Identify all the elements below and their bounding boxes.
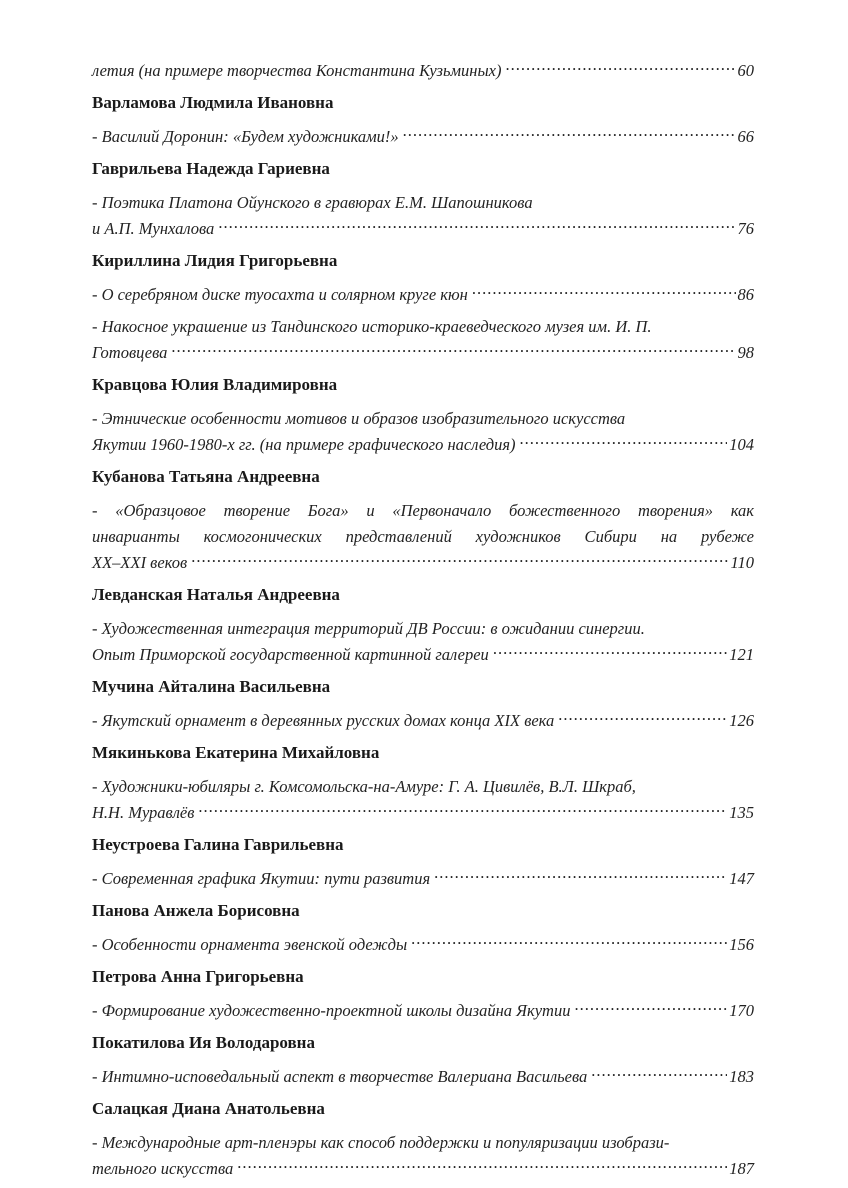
dot-leader <box>434 868 727 885</box>
toc-entry[interactable] <box>92 406 754 458</box>
entry-last-line <box>92 282 754 308</box>
entry-last-line <box>92 1064 754 1090</box>
entry-title-line: летия (на примере творчества Константина Кузьминых) <box>92 61 502 80</box>
toc-entry[interactable] <box>92 1130 754 1182</box>
page-number: 135 <box>729 803 754 822</box>
dot-leader <box>591 1066 727 1083</box>
page-number: 104 <box>729 435 754 454</box>
author-name: Кириллина Лидия Григорьевна <box>92 251 338 270</box>
toc-entry[interactable] <box>92 932 754 958</box>
entry-title-line: - Поэтика Платона Ойунского в гравюрах Е.М. Шапошникова <box>92 193 533 212</box>
entry-last-line <box>92 708 754 734</box>
entry-title-line: - Художественная интеграция территорий ДВ России: в ожидании синергии. <box>92 619 645 638</box>
author-name: Петрова Анна Григорьевна <box>92 967 304 986</box>
dot-leader <box>505 60 735 77</box>
entry-last-line <box>92 432 754 458</box>
dot-leader <box>493 644 727 661</box>
page-number: 76 <box>737 219 754 238</box>
page-number: 170 <box>729 1001 754 1020</box>
entry-title-line: Готовцева <box>92 343 168 362</box>
toc-entry[interactable] <box>92 1064 754 1090</box>
toc-entry[interactable] <box>92 124 754 150</box>
entry-title-line: - О серебряном диске туосахта и солярном круге кюн <box>92 285 468 304</box>
toc-entry[interactable] <box>92 708 754 734</box>
dot-leader <box>403 126 736 143</box>
toc-entry[interactable] <box>92 282 754 308</box>
dot-leader <box>198 802 727 819</box>
page-number: 86 <box>737 285 754 304</box>
toc-entry[interactable] <box>92 774 754 826</box>
author-name: Салацкая Диана Анатольевна <box>92 1099 325 1118</box>
entry-title-line: - Международные арт-пленэры как способ поддержки и популяризации изобрази- <box>92 1133 670 1152</box>
entry-last-line <box>92 340 754 366</box>
page-number: 121 <box>729 645 754 664</box>
dot-leader <box>411 934 727 951</box>
entry-last-line <box>92 866 754 892</box>
entry-last-line <box>92 642 754 668</box>
dot-leader <box>237 1158 727 1175</box>
author-name: Левданская Наталья Андреевна <box>92 585 340 604</box>
dot-leader <box>218 218 735 235</box>
entry-title-line: - «Образцовое творение Бога» и «Первоначало божественного творения» как <box>92 501 754 520</box>
author-name: Варламова Людмила Ивановна <box>92 93 334 112</box>
table-of-contents <box>92 58 754 1188</box>
entry-title-line: - Якутский орнамент в деревянных русских домах конца XIX века <box>92 711 555 730</box>
author-name: Неустроева Галина Гаврильевна <box>92 835 344 854</box>
entry-title-line: Опыт Приморской государственной картинной галереи <box>92 645 489 664</box>
entry-title-line: - Художники-юбиляры г. Комсомольска-на-Амуре: Г. А. Цивилёв, В.Л. Шкраб, <box>92 777 636 796</box>
dot-leader <box>472 284 736 301</box>
page-number: 60 <box>737 61 754 80</box>
page-number: 98 <box>737 343 754 362</box>
toc-entry[interactable] <box>92 616 754 668</box>
dot-leader <box>558 710 727 727</box>
toc-entry[interactable] <box>92 190 754 242</box>
toc-entry[interactable] <box>92 998 754 1024</box>
entry-title-line: Н.Н. Муравлёв <box>92 803 195 822</box>
entry-last-line <box>92 550 754 576</box>
dot-leader <box>574 1000 727 1017</box>
entry-title-line: - Формирование художественно-проектной школы дизайна Якутии <box>92 1001 571 1020</box>
entry-last-line <box>92 124 754 150</box>
entry-title-line: - Накосное украшение из Тандинского историко-краеведческого музея им. И. П. <box>92 317 652 336</box>
page-number: 110 <box>730 553 754 572</box>
author-name: Кубанова Татьяна Андреевна <box>92 467 320 486</box>
dot-leader <box>191 552 728 569</box>
entry-title-line: XX–XXI веков <box>92 553 188 572</box>
page-number: 187 <box>729 1159 754 1178</box>
toc-entry[interactable] <box>92 314 754 366</box>
page-number: 66 <box>737 127 754 146</box>
entry-last-line <box>92 216 754 242</box>
entry-title-line: и А.П. Мунхалова <box>92 219 215 238</box>
toc-entry[interactable] <box>92 866 754 892</box>
toc-entry[interactable] <box>92 498 754 576</box>
author-name: Гаврильева Надежда Гариевна <box>92 159 330 178</box>
entry-last-line <box>92 58 754 84</box>
entry-last-line <box>92 998 754 1024</box>
entry-title-line: - Этнические особенности мотивов и образов изобразительного искусства <box>92 409 626 428</box>
entry-title-line: - Василий Доронин: «Будем художниками!» <box>92 127 399 146</box>
entry-last-line <box>92 800 754 826</box>
entry-last-line <box>92 932 754 958</box>
author-name: Панова Анжела Борисовна <box>92 901 300 920</box>
page-number: 147 <box>729 869 754 888</box>
toc-entry[interactable] <box>92 58 754 84</box>
dot-leader <box>520 434 728 451</box>
author-name: Мякинькова Екатерина Михайловна <box>92 743 380 762</box>
page-number: 156 <box>729 935 754 954</box>
entry-title-line: тельного искусства <box>92 1159 234 1178</box>
entry-title-line: - Особенности орнамента эвенской одежды <box>92 935 408 954</box>
entry-title-line: - Интимно-исповедальный аспект в творчестве Валериана Васильева <box>92 1067 588 1086</box>
entry-last-line <box>92 1156 754 1182</box>
page-number: 183 <box>729 1067 754 1086</box>
entry-title-line: - Современная графика Якутии: пути развития <box>92 869 431 888</box>
author-name: Мучина Айталина Васильевна <box>92 677 331 696</box>
dot-leader <box>171 342 735 359</box>
page-number: 126 <box>729 711 754 730</box>
entry-title-line: инварианты космогонических представлений художников Сибири на рубеже <box>92 527 754 546</box>
entry-title-line: Якутии 1960-1980-х гг. (на примере графического наследия) <box>92 435 516 454</box>
author-name: Покатилова Ия Володаровна <box>92 1033 315 1052</box>
author-name: Кравцова Юлия Владимировна <box>92 375 338 394</box>
